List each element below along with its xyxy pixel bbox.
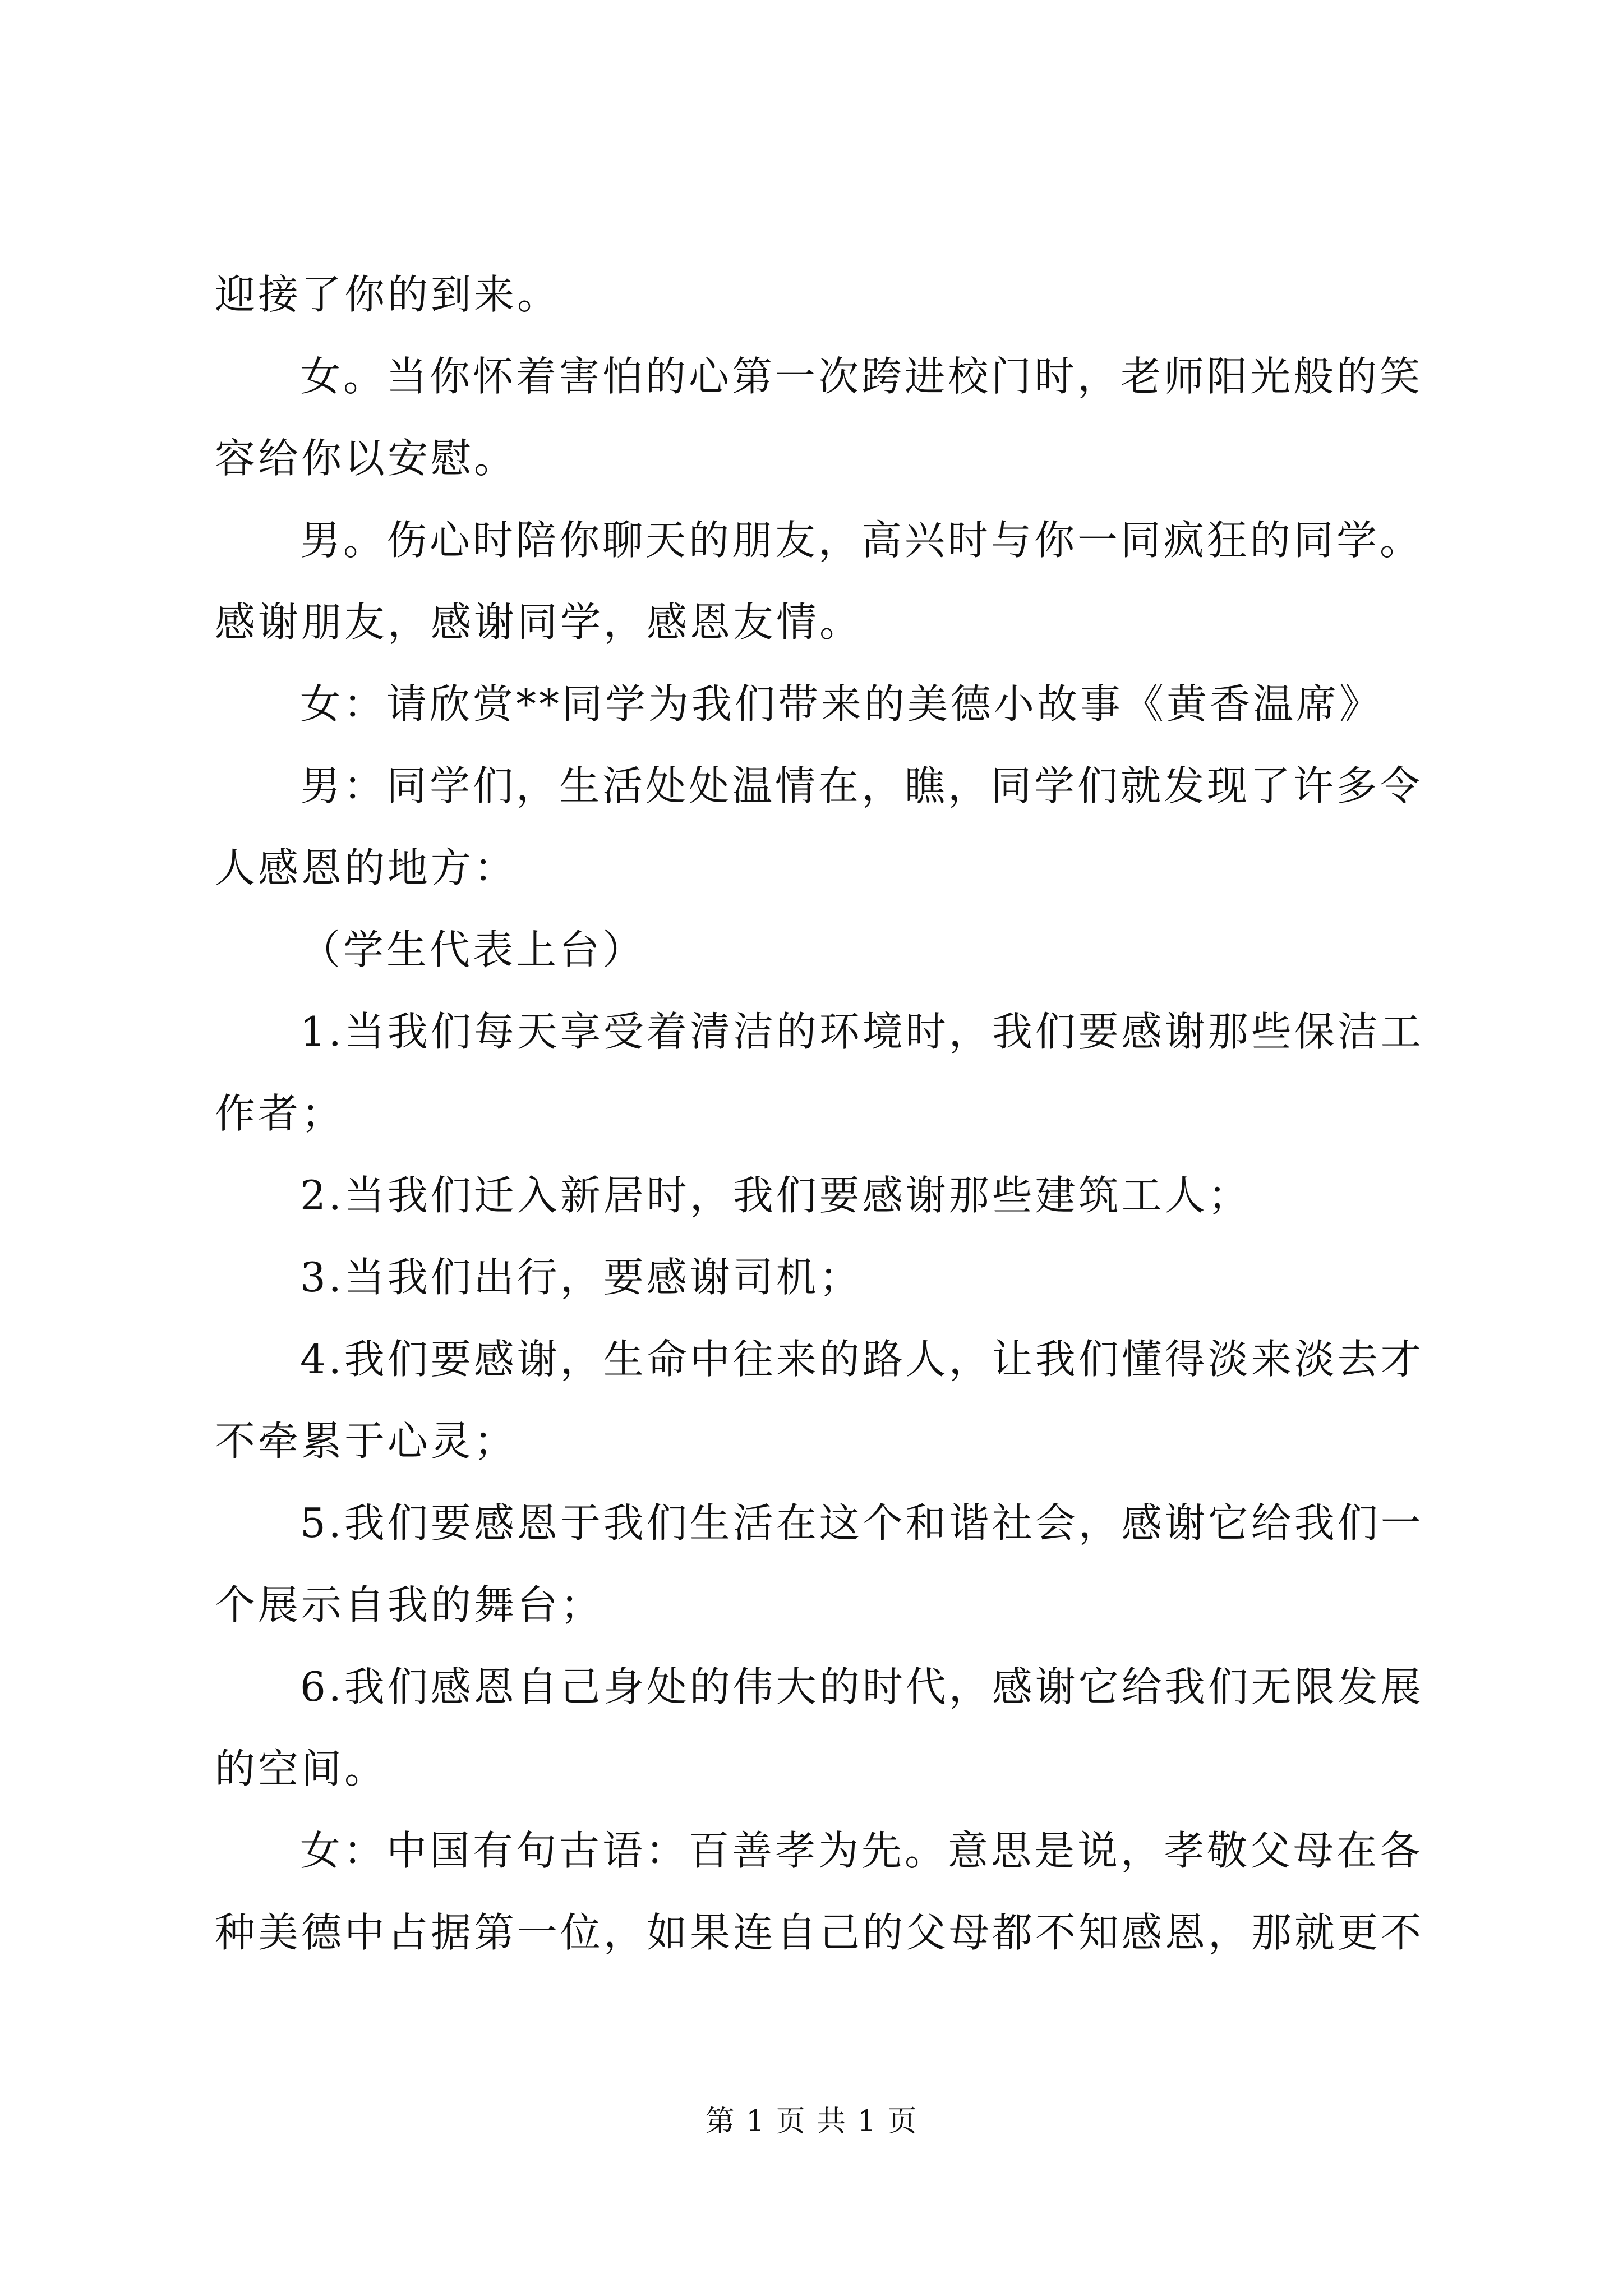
text-line: 4.我们要感谢，生命中往来的路人，让我们懂得淡来淡去才 [300,1336,1424,1383]
text-line: 个展示自我的舞台； [215,1581,604,1628]
text-line: 1.当我们每天享受着清洁的环境时，我们要感谢那些保洁工 [300,1008,1424,1055]
text-line: 感谢朋友，感谢同学，感恩友情。 [215,599,863,646]
text-line: 6.我们感恩自己身处的伟大的时代，感谢它给我们无限发展 [300,1663,1424,1710]
text-line: 作者； [215,1090,345,1137]
text-line: 迎接了你的到来。 [215,271,561,318]
text-line: 女：中国有句古语：百善孝为先。意思是说，孝敬父母在各 [300,1827,1423,1874]
text-line: 女：请欣赏**同学为我们带来的美德小故事《黄香温席》 [300,680,1383,728]
document-body [215,254,1437,1973]
text-line: 不牵累于心灵； [215,1418,518,1465]
text-line: 2.当我们迁入新居时，我们要感谢那些建筑工人； [300,1172,1251,1219]
text-line: 5.我们要感恩于我们生活在这个和谐社会，感谢它给我们一 [300,1499,1424,1547]
text-line: 男。伤心时陪你聊天的朋友，高兴时与你一同疯狂的同学。 [300,517,1423,564]
text-line: 的空间。 [215,1745,388,1792]
page-footer [0,2105,1623,2138]
text-line: （学生代表上台） [300,926,646,973]
page-number: 第 1 页 共 1 页 [705,2105,918,2138]
text-line: 种美德中占据第一位，如果连自己的父母都不知感恩，那就更不 [215,1909,1424,1956]
text-line: 容给你以安慰。 [215,435,518,482]
text-line: 人感恩的地方： [215,844,518,891]
text-line: 3.当我们出行，要感谢司机； [300,1254,863,1301]
text-line: 男：同学们，生活处处温情在，瞧，同学们就发现了许多令 [300,762,1423,809]
text-line: 女。当你怀着害怕的心第一次跨进校门时，老师阳光般的笑 [300,353,1423,400]
